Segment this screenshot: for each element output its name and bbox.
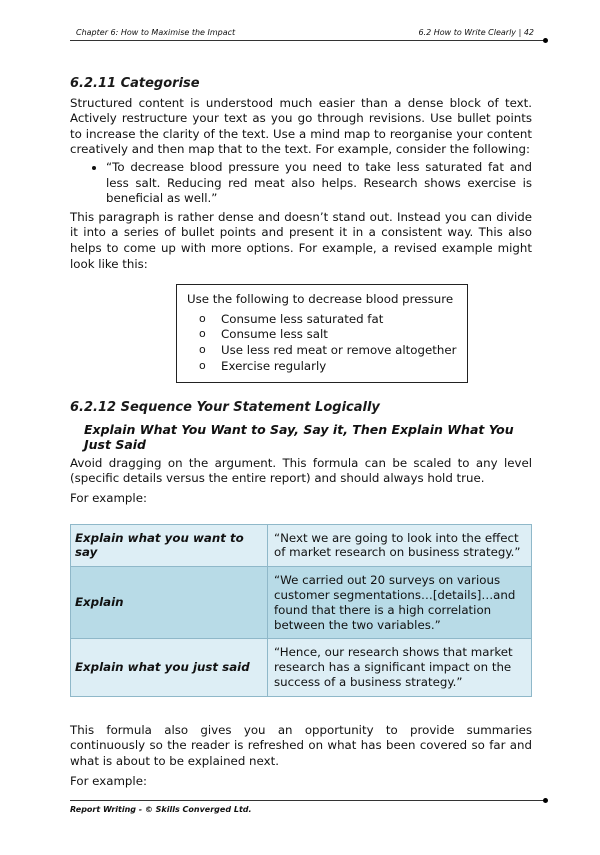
table-row xyxy=(71,524,532,567)
example-box xyxy=(176,284,468,383)
footer-rule-dot xyxy=(543,798,548,803)
paragraph: For example: xyxy=(70,773,147,788)
section-heading-sequence: 6.2.12 Sequence Your Statement Logically xyxy=(70,400,380,416)
subheading: Explain What You Want to Say, Say it, Then Explain What You Just Said xyxy=(84,421,514,453)
formula-table xyxy=(70,524,532,697)
example-item: o Exercise regularly xyxy=(199,359,457,375)
bullet-list xyxy=(70,160,532,207)
example-item: o Consume less salt xyxy=(199,327,457,343)
paragraph: Structured content is understood much easier than a dense block of text. Actively restructure your text as you go through revisions. Use bullet points to increase the clarity of the text. Use a mind map to reorganise your content creatively and then map that to the text. For example, consider the following: xyxy=(70,95,532,157)
table-value: “Hence, our research shows that market research has a significant impact on the success of a business strategy.” xyxy=(268,639,532,696)
chapter-title: Chapter 6: How to Maximise the Impact xyxy=(76,28,236,37)
section-heading-categorise: 6.2.11 Categorise xyxy=(70,76,200,91)
table-row xyxy=(71,567,532,639)
paragraph: Avoid dragging on the argument. This formula can be scaled to any level (specific details versus the entire report) and should always hold true. xyxy=(70,455,532,486)
header-rule xyxy=(70,40,546,41)
paragraph: This formula also gives you an opportunity to provide summaries continuously so the reader is refreshed on what has been covered so far and what is about to be explained next. xyxy=(70,722,532,769)
example-item: o Use less red meat or remove altogether xyxy=(199,343,457,359)
table-row xyxy=(71,639,532,696)
example-list xyxy=(187,312,457,374)
page-body xyxy=(70,76,532,789)
table-key: Explain xyxy=(71,567,268,639)
section-page-number: 6.2 How to Write Clearly | 42 xyxy=(418,28,534,37)
page-header xyxy=(70,22,544,40)
header-rule-dot xyxy=(543,38,548,43)
page-footer: Report Writing - © Skills Converged Ltd. xyxy=(70,805,252,814)
footer-rule xyxy=(70,800,546,801)
example-box-title: Use the following to decrease blood pressure xyxy=(187,292,454,307)
bullet-item: • “To decrease blood pressure you need to take less saturated fat and less salt. Reducing red meat also helps. Research shows exercise is beneficial as well.” xyxy=(106,160,532,207)
example-item: o Consume less saturated fat xyxy=(199,312,457,328)
table-value: “Next we are going to look into the effect of market research on business strategy.” xyxy=(268,524,532,567)
paragraph: For example: xyxy=(70,491,147,506)
paragraph: This paragraph is rather dense and doesn’t stand out. Instead you can divide it into a series of bullet points and present it in a consistent way. This also helps to come up with more options. For example, a revised example might look like this: xyxy=(70,209,532,271)
table-value: “We carried out 20 surveys on various customer segmentations…[details]…and found that there is a high correlation between the two variables.” xyxy=(268,567,532,639)
table-key: Explain what you want to say xyxy=(71,524,268,567)
table-key: Explain what you just said xyxy=(71,639,268,696)
